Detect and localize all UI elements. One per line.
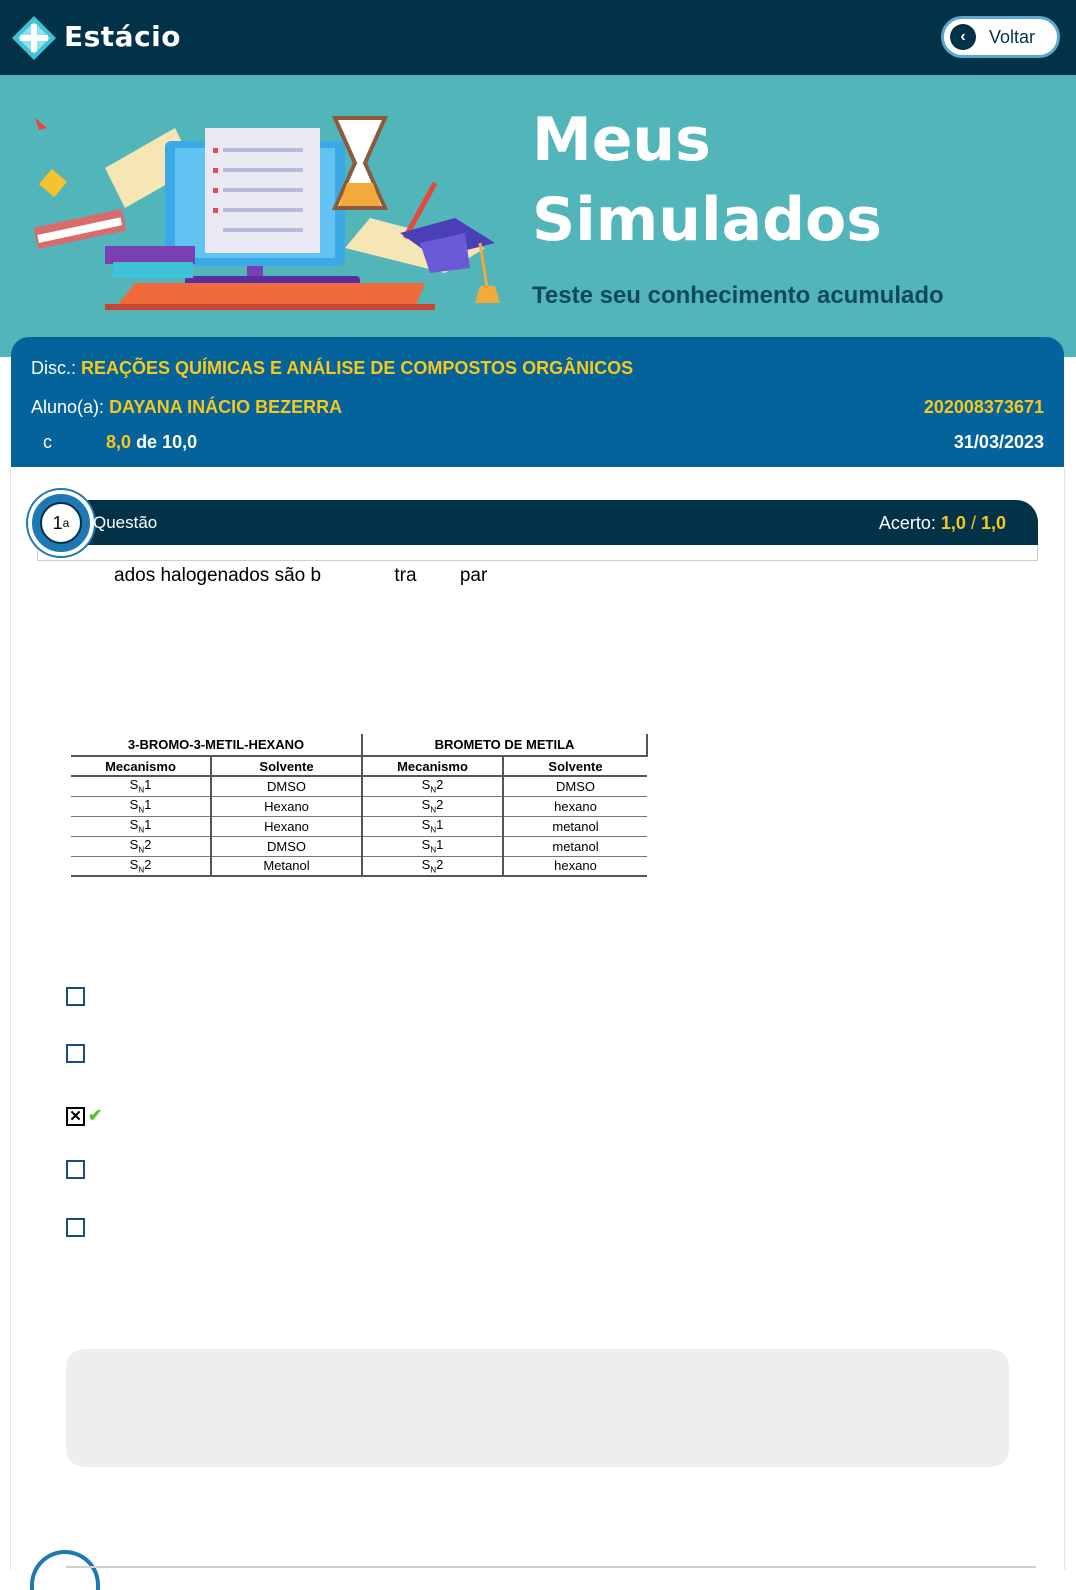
table-cell: hexano <box>503 856 647 876</box>
question-text-part: tra <box>394 565 417 586</box>
option-checkbox-a[interactable] <box>66 987 85 1006</box>
score-sep: / <box>970 513 976 533</box>
score-line <box>31 432 197 453</box>
table-cell: hexano <box>503 796 647 816</box>
score-label: Acerto: <box>878 513 936 533</box>
study-illustration-icon <box>25 108 505 318</box>
table-row <box>71 836 647 856</box>
top-bar <box>0 0 1076 75</box>
question-label: Questão <box>93 513 158 532</box>
table-cell: $S_N1$ <box>71 816 211 836</box>
option-checkbox-e[interactable] <box>66 1218 85 1237</box>
student-value: DAYANA INÁCIO BEZERRA <box>109 397 343 417</box>
table-cell: Hexano <box>211 796 362 816</box>
table-cell: $S_N2$ <box>362 796 503 816</box>
content-border-right <box>1064 467 1065 1570</box>
table-row <box>71 816 647 836</box>
page-subtitle: Teste seu conhecimento acumulado <box>532 282 944 309</box>
score-max: 1,0 <box>980 513 1006 533</box>
table-cell: Metanol <box>211 856 362 876</box>
exam-date: 31/03/2023 <box>953 432 1044 452</box>
hero-banner <box>0 75 1076 357</box>
score-total: de 10,0 <box>136 432 198 452</box>
table-column-header: Solvente <box>211 756 362 776</box>
table-column-header: Mecanismo <box>71 756 211 776</box>
table-column-header: Mecanismo <box>362 756 503 776</box>
table-cell: $S_N1$ <box>71 796 211 816</box>
question-text-part: par <box>459 565 488 586</box>
question-number-sup: a <box>62 516 70 530</box>
discipline-line <box>31 358 633 379</box>
table-cell: DMSO <box>211 836 362 856</box>
chevron-left-icon: ‹ <box>950 24 976 50</box>
table-cell: Hexano <box>211 816 362 836</box>
table-cell: DMSO <box>503 776 647 796</box>
score-value: 8,0 <box>106 432 132 452</box>
score-prefix: c <box>43 432 52 452</box>
question-score <box>879 513 1006 534</box>
option-checkbox-d[interactable] <box>66 1160 85 1179</box>
table-group-header: 3-BROMO-3-METIL-HEXANO <box>71 734 362 756</box>
table-cell: $S_N2$ <box>362 776 503 796</box>
table-cell: $S_N2$ <box>71 856 211 876</box>
score-got: 1,0 <box>940 513 966 533</box>
brand-name: Estácio <box>64 20 182 53</box>
table-cell: $S_N2$ <box>71 836 211 856</box>
table-group-header: BROMETO DE METILA <box>362 734 647 756</box>
next-question-badge <box>30 1550 100 1590</box>
question-number <box>40 502 82 544</box>
content-border-left <box>10 467 11 1570</box>
table-cell: $S_N1$ <box>362 836 503 856</box>
table-cell: metanol <box>503 836 647 856</box>
student-line <box>31 397 342 418</box>
table-cell: DMSO <box>211 776 362 796</box>
student-label: Aluno(a): <box>31 397 105 417</box>
question-text <box>114 565 487 587</box>
table-row <box>71 776 647 796</box>
next-question-header <box>66 1566 1036 1568</box>
correct-check-icon: ✔ <box>88 1106 103 1125</box>
question-text-part: ados halogenados são b <box>114 565 322 586</box>
option-checkbox-b[interactable] <box>66 1044 85 1063</box>
discipline-value: REAÇÕES QUÍMICAS E ANÁLISE DE COMPOSTOS ORGÂNICOS <box>81 358 634 378</box>
discipline-label: Disc.: <box>31 358 76 378</box>
table-cell: $S_N1$ <box>362 816 503 836</box>
explanation-box <box>66 1349 1009 1467</box>
option-checkbox-c[interactable]: ✕ <box>66 1107 85 1126</box>
question-header-underline <box>37 545 1038 561</box>
table-cell: $S_N1$ <box>71 776 211 796</box>
student-id: 202008373671 <box>923 397 1044 417</box>
table-cell: $S_N2$ <box>362 856 503 876</box>
exam-info-panel <box>11 337 1064 467</box>
back-button-label: Voltar <box>989 26 1036 47</box>
back-button[interactable] <box>941 16 1060 58</box>
question-number-badge <box>28 490 94 556</box>
mechanism-table <box>71 734 648 877</box>
estacio-logo-icon <box>10 14 58 62</box>
page-title: Meus Simulados <box>532 105 882 255</box>
table-cell: metanol <box>503 816 647 836</box>
table-row <box>71 796 647 816</box>
table-column-header: Solvente <box>503 756 647 776</box>
question-number-value: 1 <box>52 512 63 533</box>
table-row <box>71 856 647 876</box>
